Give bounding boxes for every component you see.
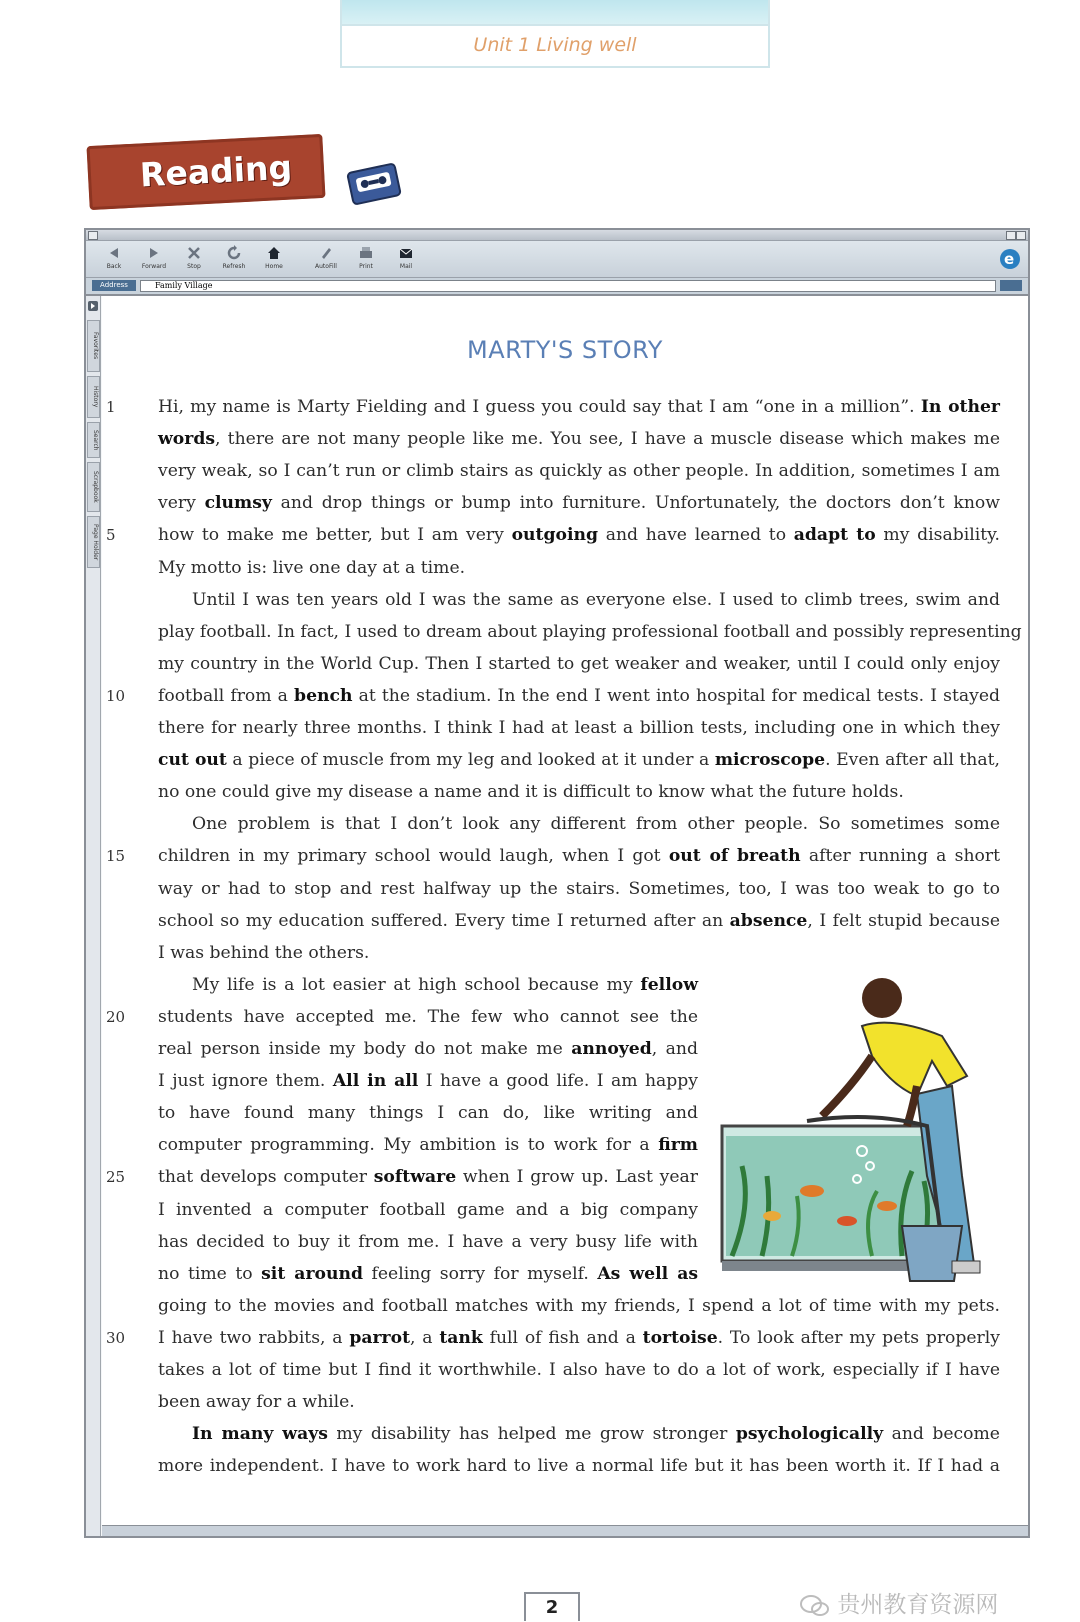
sidebar-tab-history[interactable]: History xyxy=(87,376,100,418)
sidebar-tab-search[interactable]: Search xyxy=(87,422,100,458)
story-line xyxy=(158,1355,1000,1385)
watermark-text: 贵州教育资源网 xyxy=(837,1592,999,1618)
key-word: cut out xyxy=(158,750,227,771)
story-line xyxy=(158,1323,1000,1353)
story-line xyxy=(158,906,1000,936)
text-run: feeling sorry for myself. xyxy=(362,1263,598,1284)
line-number: 25 xyxy=(106,1168,126,1187)
key-word: absence xyxy=(729,910,808,931)
story-line xyxy=(158,1066,698,1096)
key-word: psychologically xyxy=(735,1424,884,1445)
story-line xyxy=(158,488,1000,518)
cassette-icon xyxy=(344,159,403,209)
text-run: and become xyxy=(883,1424,1000,1445)
line-number: 20 xyxy=(106,1007,126,1026)
text-run: at the stadium. In the end I went into hospital for medical tests. I stayed xyxy=(352,685,1000,706)
unit-header-strip xyxy=(342,0,768,26)
text-run: I invented a computer football game and a big company xyxy=(158,1199,698,1220)
text-run: My life is a lot easier at high school because my xyxy=(192,974,641,995)
story-line xyxy=(158,841,1000,871)
line-number: 10 xyxy=(106,686,126,705)
text-run: a piece of muscle from my leg and looked at it under a xyxy=(226,750,715,771)
address-label: Address xyxy=(92,280,136,291)
text-run: One problem is that I don’t look any different from other people. So sometimes some xyxy=(192,814,1000,835)
text-run: how to make me better, but I am very xyxy=(158,525,512,546)
wechat-icon xyxy=(800,1595,830,1617)
story-line xyxy=(158,1195,698,1225)
text-run: very weak, so I can’t run or climb stairs as quickly as other people. In addition, sometimes I am xyxy=(158,461,1000,482)
unit-header xyxy=(340,0,770,68)
toolbar-button-label: Mail xyxy=(399,263,413,270)
text-run: takes a lot of time but I find it worthwhile. I also have to do a lot of work, especially if I have xyxy=(158,1360,1000,1380)
key-word: parrot xyxy=(349,1327,411,1348)
sidebar-toggle-icon[interactable] xyxy=(87,300,99,312)
key-word: All in all xyxy=(332,1071,419,1092)
key-word: out of breath xyxy=(668,846,801,867)
story-line xyxy=(158,745,1000,775)
text-run: and drop things or bump into furniture. Unfortunately, the doctors don’t know xyxy=(271,493,1000,514)
text-run: . To look after my pets properly xyxy=(717,1327,1000,1348)
key-word: sit around xyxy=(261,1263,363,1284)
horizontal-scrollbar[interactable] xyxy=(102,1525,1028,1536)
text-run: I have two rabbits, a xyxy=(158,1327,350,1348)
toolbar-mail-button[interactable] xyxy=(388,245,424,270)
story-line xyxy=(158,1162,698,1192)
toolbar-forward-button[interactable] xyxy=(136,245,172,270)
key-word: firm xyxy=(658,1135,698,1156)
key-word: annoyed xyxy=(571,1039,652,1059)
text-run: , I felt stupid because xyxy=(807,910,1000,931)
text-run: no one could give my disease a name and it is difficult to know what the future holds. xyxy=(158,782,904,803)
window-titlebar xyxy=(86,230,1028,241)
text-run: when I grow up. Last year xyxy=(456,1167,699,1188)
close-icon[interactable] xyxy=(88,231,98,240)
reading-banner xyxy=(86,134,325,210)
boy-cleaning-fish-tank-illustration xyxy=(712,976,1012,1296)
text-run: play football. In fact, I used to dream about playing professional football and possibly representing xyxy=(158,621,1022,642)
story-line xyxy=(158,1034,698,1064)
text-run: that develops computer xyxy=(158,1167,374,1188)
home-icon xyxy=(266,245,282,261)
text-run: computer programming. My ambition is to work for a xyxy=(158,1135,659,1156)
text-run: Hi, my name is Marty Fielding and I guess you could say that I am “one in a million”. xyxy=(158,397,921,417)
toolbar-refresh-button[interactable] xyxy=(216,245,252,270)
story-line xyxy=(158,392,1000,422)
toolbar-print-button[interactable] xyxy=(348,245,384,270)
line-number: 5 xyxy=(106,526,116,545)
line-number: 15 xyxy=(106,847,126,866)
key-word: fellow xyxy=(640,974,698,995)
back-arrow-icon xyxy=(106,245,122,261)
story-line xyxy=(158,1002,698,1032)
story-line xyxy=(158,809,1000,839)
refresh-icon xyxy=(226,245,242,261)
toolbar-back-button[interactable] xyxy=(96,245,132,270)
key-word: tortoise xyxy=(642,1327,718,1348)
text-run: My motto is: live one day at a time. xyxy=(158,557,466,578)
story-line xyxy=(158,1387,1000,1417)
key-word: microscope xyxy=(714,750,826,771)
text-run: very xyxy=(158,493,205,514)
stop-icon xyxy=(186,245,202,261)
text-run: , there are not many people like me. You see, I have a muscle disease which makes me xyxy=(215,429,1000,450)
mail-icon xyxy=(398,245,414,261)
story-line xyxy=(158,681,1000,711)
text-run: Until I was ten years old I was the same as everyone else. I used to climb trees, swim and xyxy=(192,589,1000,610)
text-run: to have found many things I can do, like writing and xyxy=(158,1103,698,1124)
story-line xyxy=(158,970,698,1000)
text-run: there for nearly three months. I think I had at least a billion tests, including one in which they xyxy=(158,718,1000,738)
key-word: software xyxy=(373,1167,457,1188)
svg-text:e: e xyxy=(1004,250,1015,268)
key-word: As well as xyxy=(597,1263,699,1284)
story-line xyxy=(158,1098,698,1128)
story-line xyxy=(158,1451,1000,1481)
key-word: tank xyxy=(439,1327,483,1348)
text-run: going to the movies and football matches with my friends, I spend a lot of time with my pets. xyxy=(158,1295,1000,1316)
zoom-icon[interactable] xyxy=(1006,231,1016,240)
story-title: MARTY'S STORY xyxy=(467,336,663,364)
text-run: I was behind the others. xyxy=(158,942,370,963)
text-run: . Even after all that, xyxy=(825,750,1000,771)
story-line xyxy=(158,713,1000,743)
story-line xyxy=(158,777,1000,807)
internet-explorer-logo-icon xyxy=(998,247,1022,271)
watermark xyxy=(800,1586,1060,1616)
story-line xyxy=(158,1130,698,1160)
story-line xyxy=(158,424,1000,454)
address-bar xyxy=(86,278,1028,296)
key-word: adapt to xyxy=(793,525,876,546)
story-line xyxy=(158,553,1000,583)
print-icon xyxy=(358,245,374,261)
text-run: , and xyxy=(651,1039,698,1059)
story-line xyxy=(158,520,1000,550)
story-line xyxy=(158,874,1000,904)
page-content xyxy=(102,296,1028,1526)
toolbar-button-label: Home xyxy=(265,263,283,270)
text-run: football from a xyxy=(158,685,295,706)
browser-toolbar xyxy=(86,241,1028,278)
text-run: no time to xyxy=(158,1263,262,1284)
text-run: full of fish and a xyxy=(482,1327,643,1348)
key-word: words xyxy=(158,429,216,450)
autofill-icon xyxy=(318,245,334,261)
toolbar-button-label: Refresh xyxy=(222,263,246,270)
text-run: my disability. xyxy=(875,525,1000,546)
text-run: I have a good life. I am happy xyxy=(418,1071,698,1092)
text-run: more independent. I have to work hard to live a normal life but it has been worth it. If I had a xyxy=(158,1456,1000,1477)
text-run: , a xyxy=(410,1327,440,1348)
text-run: students have accepted me. The few who cannot see the xyxy=(158,1006,698,1027)
story-line xyxy=(158,617,1022,647)
sidebar-tab-page-holder[interactable]: Page Holder xyxy=(87,516,100,568)
story-line xyxy=(158,938,1000,968)
text-run: been away for a while. xyxy=(158,1392,355,1413)
text-run: and have learned to xyxy=(598,525,794,546)
toolbar-button-label: Back xyxy=(106,263,122,270)
go-button[interactable] xyxy=(1000,280,1022,291)
sidebar-tab-scrapbook[interactable]: Scrapbook xyxy=(87,462,100,512)
story-line xyxy=(158,1419,1000,1449)
page-number: 2 xyxy=(524,1592,580,1621)
key-word: outgoing xyxy=(511,525,599,546)
text-run: real person inside my body do not make me xyxy=(158,1039,572,1059)
text-run: children in my primary school would laugh, when I got xyxy=(158,846,669,867)
text-run: has decided to buy it from me. I have a very busy life with xyxy=(158,1231,698,1252)
toolbar-home-button[interactable] xyxy=(256,245,292,270)
toolbar-button-label: Stop xyxy=(187,263,201,270)
toolbar-button-label: Forward xyxy=(141,263,167,270)
text-run: school so my education suffered. Every time I returned after an xyxy=(158,910,730,931)
key-word: In other xyxy=(920,397,1000,417)
toolbar-autofill-button[interactable] xyxy=(308,245,344,270)
forward-arrow-icon xyxy=(146,245,162,261)
text-run: my country in the World Cup. Then I started to get weaker and weaker, until I could only enjoy xyxy=(158,653,1000,674)
reading-banner-label: Reading xyxy=(139,147,293,195)
explorer-sidebar xyxy=(86,296,101,1536)
story-line xyxy=(158,1259,698,1289)
sidebar-tab-favorites[interactable]: Favorites xyxy=(87,320,100,372)
unit-title: Unit 1 Living well xyxy=(473,34,637,56)
toolbar-button-label: Print xyxy=(359,263,373,270)
line-number: 1 xyxy=(106,398,116,416)
story-line xyxy=(158,1227,698,1257)
line-number: 30 xyxy=(106,1328,126,1347)
story-line xyxy=(158,456,1000,486)
story-line xyxy=(158,649,1000,679)
key-word: clumsy xyxy=(204,493,272,514)
text-run: way or had to stop and rest halfway up the stairs. Sometimes, too, I was too weak to go to xyxy=(158,878,1000,899)
address-field[interactable]: Family Village xyxy=(140,280,996,292)
toolbar-button-label: AutoFill xyxy=(315,263,337,270)
key-word: bench xyxy=(294,685,353,706)
text-run: after running a short xyxy=(800,846,1000,867)
collapse-icon[interactable] xyxy=(1016,231,1026,240)
browser-window xyxy=(84,228,1030,1538)
key-word: In many ways xyxy=(192,1424,328,1445)
text-run: my disability has helped me grow stronger xyxy=(327,1424,736,1445)
story-line xyxy=(158,585,1000,615)
text-run: I just ignore them. xyxy=(158,1071,333,1092)
toolbar-stop-button[interactable] xyxy=(176,245,212,270)
